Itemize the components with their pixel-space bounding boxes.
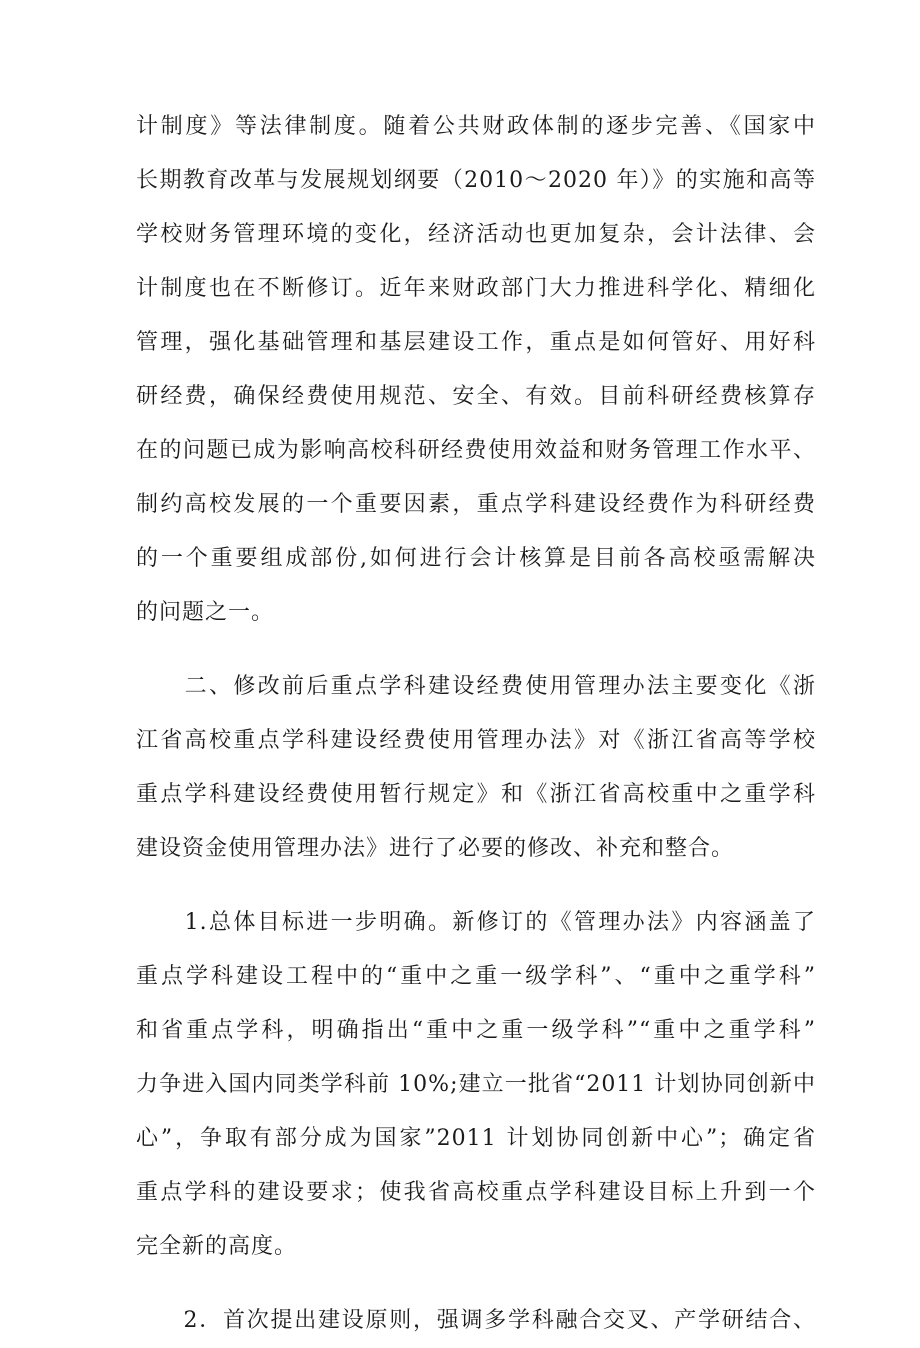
text-line: 力争进入国内同类学科前 10%;建立一批省“2011 计划协同创新中 [136,1072,816,1097]
text-line: 管理，强化基础管理和基层建设工作，重点是如何管好、用好科 [136,330,816,355]
body-text [136,100,816,1348]
text-line: 完全新的高度。 [136,1234,298,1259]
text-line: 的问题之一。 [136,600,275,625]
text-line: 二、修改前后重点学科建设经费使用管理办法主要变化《浙 [136,674,816,699]
text-line: 建设资金使用管理办法》进行了必要的修改、补充和整合。 [136,836,735,861]
paragraph-gap [136,876,816,896]
paragraph-gap [136,640,816,660]
paragraph [136,100,816,640]
text-line: 长期教育改革与发展规划纲要（2010～2020 年）》的实施和高等 [136,168,816,193]
text-line: 和省重点学科，明确指出“重中之重一级学科”“重中之重学科” [136,1018,816,1043]
text-line: 计制度》等法律制度。随着公共财政体制的逐步完善、《国家中 [136,114,816,139]
text-line: 研经费，确保经费使用规范、安全、有效。目前科研经费核算存 [136,384,816,409]
paragraph [136,1294,816,1348]
text-line: 制约高校发展的一个重要因素，重点学科建设经费作为科研经费 [136,492,816,517]
text-line: 的一个重要组成部份,如何进行会计核算是目前各高校亟需解决 [136,546,816,571]
text-line: 学校财务管理环境的变化，经济活动也更加复杂，会计法律、会 [136,222,816,247]
paragraph-gap [136,1274,816,1294]
paragraph [136,896,816,1274]
text-line: 重点学科建设工程中的“重中之重一级学科”、“重中之重学科” [136,964,816,989]
text-line: 重点学科的建设要求；使我省高校重点学科建设目标上升到一个 [136,1180,816,1205]
text-line: 1.总体目标进一步明确。新修订的《管理办法》内容涵盖了 [136,910,816,935]
text-line: 江省高校重点学科建设经费使用管理办法》对《浙江省高等学校 [136,728,816,753]
text-line: 计制度也在不断修订。近年来财政部门大力推进科学化、精细化 [136,276,816,301]
text-line: 心”，争取有部分成为国家”2011 计划协同创新中心”；确定省 [136,1126,816,1151]
paragraph [136,660,816,876]
text-line: 在的问题已成为影响高校科研经费使用效益和财务管理工作水平、 [136,438,816,463]
text-line: 重点学科建设经费使用暂行规定》和《浙江省高校重中之重学科 [136,782,816,807]
text-line: 2．首次提出建设原则，强调多学科融合交叉、产学研结合、 [136,1308,816,1333]
